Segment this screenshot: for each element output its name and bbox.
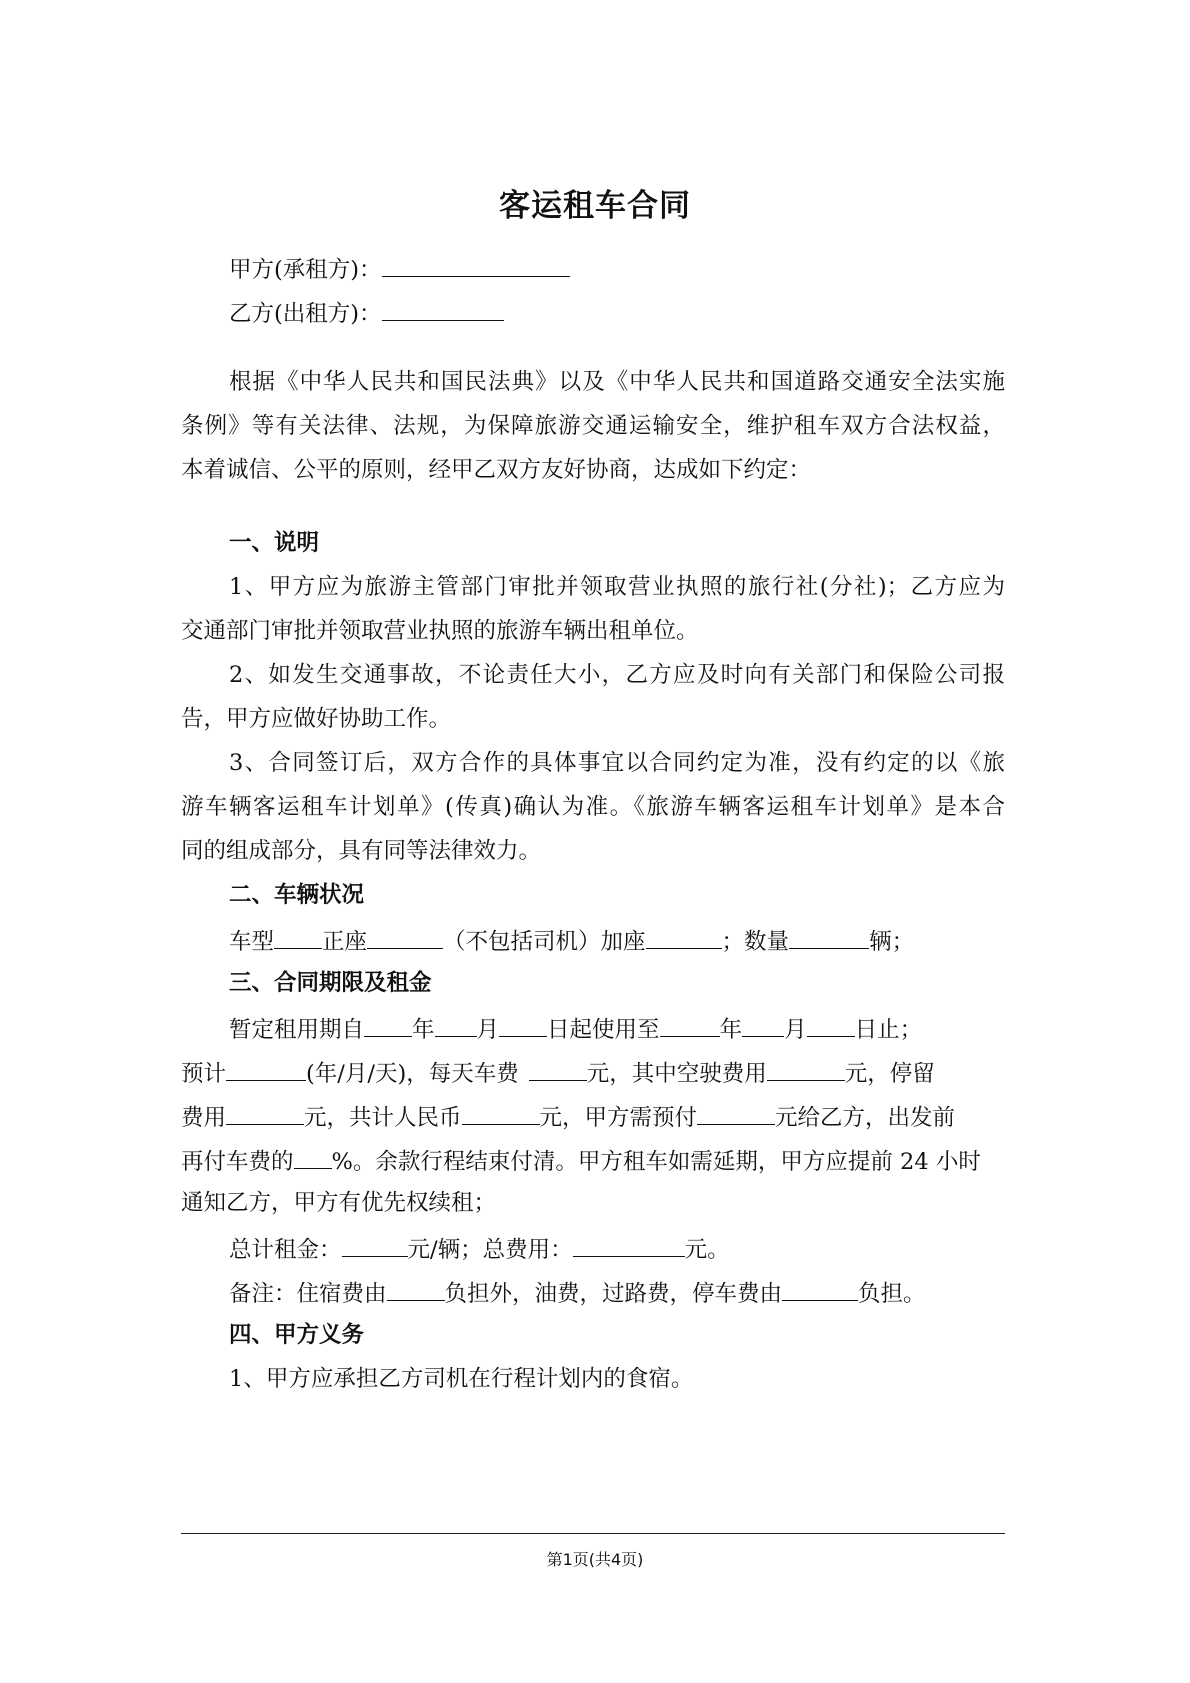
estimate-label: 预计 [181, 1061, 227, 1087]
month-label: 月 [784, 1017, 807, 1043]
fee-line-3 [181, 1144, 981, 1177]
year-label: 年 [412, 1017, 435, 1043]
quantity-label: ；数量 [721, 929, 790, 955]
total-rmb-label: 元，共计人民币 [304, 1105, 462, 1131]
stay-label: 元，停留 [844, 1061, 935, 1087]
end-year-blank[interactable] [660, 1012, 720, 1037]
start-day-blank[interactable] [499, 1012, 547, 1037]
section-1-heading: 一、说明 [229, 530, 320, 556]
stay-fee-blank[interactable] [226, 1100, 304, 1125]
s1-p1-line-1: 1、甲方应为旅游主管部门审批并领取营业执照的旅行社(分社)；乙方应为 [229, 574, 1005, 600]
footer-divider [181, 1533, 1005, 1534]
balance-percent-blank[interactable] [294, 1144, 332, 1169]
s1-p2-line-1: 2、如发生交通事故，不论责任大小，乙方应及时向有关部门和保险公司报 [229, 662, 1005, 688]
s4-p1: 1、甲方应承担乙方司机在行程计划内的食宿。 [229, 1366, 694, 1392]
note-suffix: 负担。 [858, 1281, 926, 1307]
section-3-heading: 三、合同期限及租金 [229, 970, 432, 996]
balance-label: 再付车费的 [181, 1149, 294, 1175]
fuel-toll-label: 负担外，油费，过路费，停车费由 [444, 1281, 783, 1307]
extra-seats-label: （不包括司机）加座 [443, 929, 646, 955]
day-end-label: 日止； [854, 1017, 923, 1043]
rental-period-line [229, 1012, 922, 1045]
end-day-blank[interactable] [807, 1012, 855, 1037]
s1-p3-line-2: 游车辆客运租车计划单》(传真)确认为准。《旅游车辆客运租车计划单》是本合 [181, 794, 1005, 820]
preamble-line-1: 根据《中华人民共和国民法典》以及《中华人民共和国道路交通安全法实施 [229, 369, 1005, 395]
party-a-blank[interactable] [382, 252, 570, 277]
vehicle-type-label: 车型 [229, 929, 275, 955]
page-footer: 第1页(共4页) [546, 1550, 644, 1569]
empty-run-fee-blank[interactable] [767, 1056, 845, 1081]
fee-line-4: 通知乙方，甲方有优先权续租； [181, 1190, 497, 1216]
vehicle-line [229, 924, 914, 957]
duration-blank[interactable] [226, 1056, 306, 1081]
end-month-blank[interactable] [742, 1012, 784, 1037]
lodging-blank[interactable] [387, 1276, 445, 1301]
quantity-blank[interactable] [789, 924, 869, 949]
party-b-label: 乙方(出租方)： [229, 301, 382, 327]
preamble-line-3: 本着诚信、公平的原则，经甲乙双方友好协商，达成如下约定： [181, 457, 812, 483]
fee-line-2 [181, 1100, 955, 1133]
period-start-label: 暂定租用期自 [229, 1017, 365, 1043]
preamble-line-2: 条例》等有关法律、法规，为保障旅游交通运输安全，维护租车双方合法权益， [181, 413, 1005, 439]
seats-label: 正座 [322, 929, 368, 955]
total-cost-unit: 元。 [684, 1237, 730, 1263]
vehicle-type-blank[interactable] [274, 924, 322, 949]
period-end-label: 日起使用至 [547, 1017, 660, 1043]
s1-p3-line-3: 同的组成部分，具有同等法律效力。 [181, 838, 542, 864]
prepay-label: 元，甲方需预付 [539, 1105, 698, 1131]
fuel-toll-blank[interactable] [782, 1276, 858, 1301]
stay-fee-label: 费用 [181, 1105, 227, 1131]
total-cost-blank[interactable] [573, 1232, 685, 1257]
total-cost-label: 元/辆；总费用： [407, 1237, 573, 1263]
quantity-unit: 辆； [869, 929, 915, 955]
daily-fee-blank[interactable] [529, 1056, 587, 1081]
party-b-line [229, 296, 504, 329]
party-a-line [229, 252, 570, 285]
document-title: 客运租车合同 [499, 188, 691, 224]
note-line [229, 1276, 926, 1309]
total-rmb-blank[interactable] [462, 1100, 540, 1125]
section-4-heading: 四、甲方义务 [229, 1322, 365, 1348]
total-line [229, 1232, 730, 1265]
start-year-blank[interactable] [364, 1012, 412, 1037]
party-b-blank[interactable] [382, 296, 504, 321]
year-label: 年 [719, 1017, 743, 1043]
empty-run-fee-label: 元，其中空驶费用 [586, 1061, 767, 1087]
prepay-suffix: 元给乙方，出发前 [775, 1105, 956, 1131]
total-rent-label: 总计租金： [229, 1237, 342, 1263]
start-month-blank[interactable] [435, 1012, 477, 1037]
daily-fee-label: (年/月/天)，每天车费 [306, 1061, 519, 1087]
total-rent-blank[interactable] [342, 1232, 408, 1257]
fee-line-1 [181, 1056, 935, 1089]
balance-terms: %。余款行程结束付清。甲方租车如需延期，甲方应提前 24 小时 [331, 1149, 981, 1175]
prepay-blank[interactable] [697, 1100, 775, 1125]
s1-p1-line-2: 交通部门审批并领取营业执照的旅游车辆出租单位。 [181, 618, 699, 644]
lodging-label: 备注：住宿费由 [229, 1281, 387, 1307]
s1-p3-line-1: 3、合同签订后，双方合作的具体事宜以合同约定为准，没有约定的以《旅 [229, 750, 1005, 776]
seats-blank[interactable] [367, 924, 443, 949]
extra-seats-blank[interactable] [646, 924, 722, 949]
section-2-heading: 二、车辆状况 [229, 882, 365, 908]
s1-p2-line-2: 告，甲方应做好协助工作。 [181, 706, 452, 732]
party-a-label: 甲方(承租方)： [229, 257, 382, 283]
month-label: 月 [476, 1017, 500, 1043]
